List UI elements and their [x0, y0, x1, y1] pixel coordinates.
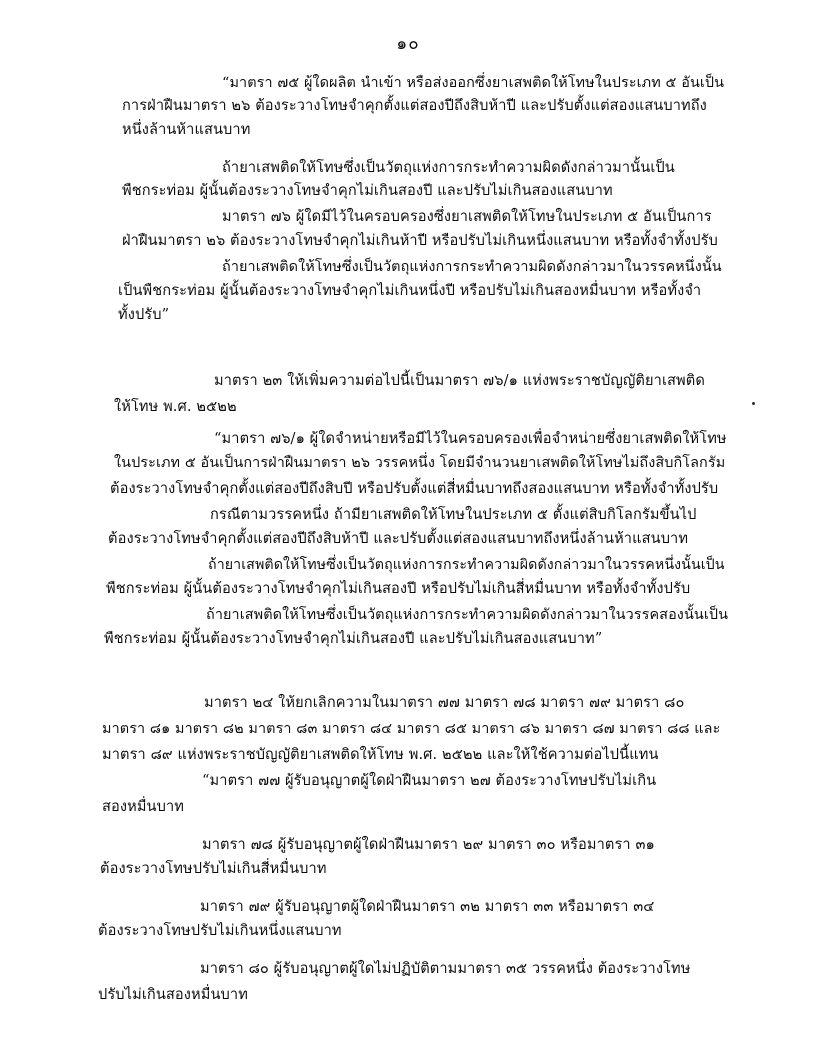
text-line: พืชกระท่อม ผู้นั้นต้องระวางโทษจำคุกไม่เกินสองปี หรือปรับไม่เกินสี่หมื่นบาท หรือทั้งจำทั้งปรับ — [106, 580, 691, 597]
text-line: ถ้ายาเสพติดให้โทษซึ่งเป็นวัตถุแห่งการกระทำความผิดดังกล่าวมาในวรรคหนึ่งนั้น — [222, 259, 722, 275]
text-line: พืชกระท่อม ผู้นั้นต้องระวางโทษจำคุกไม่เกินสองปี และปรับไม่เกินสองแสนบาท — [122, 182, 613, 199]
text-line: ปรับไม่เกินสองหมื่นบาท — [98, 986, 248, 1003]
text-line: “มาตรา ๗๕ ผู้ใดผลิต นำเข้า หรือส่งออกซึ่งยาเสพติดให้โทษในประเภท ๕ อันเป็น — [222, 75, 725, 91]
text-line: ถ้ายาเสพติดให้โทษซึ่งเป็นวัตถุแห่งการกระทำความผิดดังกล่าวมาในวรรคสองนั้นเป็น — [206, 607, 729, 623]
text-line: ทั้งปรับ” — [118, 306, 170, 323]
text-line: มาตรา ๒๔ ให้ยกเลิกความในมาตรา ๗๗ มาตรา ๗๘ มาตรา ๗๙ มาตรา ๘๐ — [204, 694, 685, 711]
text-line: มาตรา ๘๑ มาตรา ๘๒ มาตรา ๘๓ มาตรา ๘๔ มาตรา ๘๕ มาตรา ๘๖ มาตรา ๘๗ มาตรา ๘๘ และ — [102, 721, 721, 737]
text-line: มาตรา ๗๙ ผู้รับอนุญาตผู้ใดฝ่าฝืนมาตรา ๓๒ มาตรา ๓๓ หรือมาตรา ๓๔ — [200, 898, 655, 915]
text-line: มาตรา ๗๘ ผู้รับอนุญาตผู้ใดฝ่าฝืนมาตรา ๒๙ มาตรา ๓๐ หรือมาตรา ๓๑ — [202, 836, 655, 853]
text-line: ต้องระวางโทษปรับไม่เกินสี่หมื่นบาท — [100, 860, 327, 877]
text-line: หนึ่งล้านห้าแสนบาท — [122, 121, 251, 138]
text-line: กรณีตามวรรคหนึ่ง ถ้ามียาเสพติดให้โทษในประเภท ๕ ตั้งแต่สิบกิโลกรัมขึ้นไป — [210, 506, 697, 523]
scan-speck — [752, 402, 755, 405]
text-line: ต้องระวางโทษจำคุกตั้งแต่สองปีถึงสิบห้าปี และปรับตั้งแต่สองแสนบาทถึงหนึ่งล้านห้าแสนบาท — [108, 530, 689, 547]
text-line: การฝ่าฝืนมาตรา ๒๖ ต้องระวางโทษจำคุกตั้งแต่สองปีถึงสิบห้าปี และปรับตั้งแต่สองแสนบาทถึง — [122, 97, 707, 114]
text-line: ในประเภท ๕ อันเป็นการฝ่าฝืนมาตรา ๒๖ วรรคหนึ่ง โดยมีจำนวนยาเสพติดให้โทษไม่ถึงสิบกิโลกรัม — [114, 455, 726, 471]
text-line: ถ้ายาเสพติดให้โทษซึ่งเป็นวัตถุแห่งการกระทำความผิดดังกล่าวมานั้นเป็น — [222, 159, 675, 176]
text-line: ต้องระวางโทษปรับไม่เกินหนึ่งแสนบาท — [98, 922, 342, 939]
text-line: มาตรา ๒๓ ให้เพิ่มความต่อไปนี้เป็นมาตรา ๗๖/๑ แห่งพระราชบัญญัติยาเสพติด — [214, 372, 705, 389]
page-number: ๑๐ — [396, 34, 420, 54]
text-line: “มาตรา ๗๖/๑ ผู้ใดจำหน่ายหรือมีไว้ในครอบครองเพื่อจำหน่ายซึ่งยาเสพติดให้โทษ — [214, 430, 727, 447]
text-line: ให้โทษ พ.ศ. ๒๕๒๒ — [114, 398, 237, 415]
text-line: พืชกระท่อม ผู้นั้นต้องระวางโทษจำคุกไม่เกินสองปี และปรับไม่เกินสองแสนบาท” — [104, 630, 603, 647]
text-line: ต้องระวางโทษจำคุกตั้งแต่สองปีถึงสิบปี หรือปรับตั้งแต่สี่หมื่นบาทถึงสองแสนบาท หรือทั้งจำทั้งปรับ — [110, 480, 719, 497]
text-line: มาตรา ๘๐ ผู้รับอนุญาตผู้ใดไม่ปฏิบัติตามมาตรา ๓๕ วรรคหนึ่ง ต้องระวางโทษ — [200, 960, 691, 977]
text-line: เป็นพืชกระท่อม ผู้นั้นต้องระวางโทษจำคุกไม่เกินหนึ่งปี หรือปรับไม่เกินสองหมื่นบาท หรือทั้งจำ — [118, 282, 702, 299]
text-line: สองหมื่นบาท — [102, 798, 184, 815]
text-line: มาตรา ๗๖ ผู้ใดมีไว้ในครอบครองซึ่งยาเสพติดให้โทษในประเภท ๕ อันเป็นการ — [222, 208, 712, 225]
text-line: มาตรา ๘๙ แห่งพระราชบัญญัติยาเสพติดให้โทษ พ.ศ. ๒๕๒๒ และให้ใช้ความต่อไปนี้แทน — [102, 746, 659, 763]
text-line: ฝ่าฝืนมาตรา ๒๖ ต้องระวางโทษจำคุกไม่เกินห้าปี หรือปรับไม่เกินหนึ่งแสนบาท หรือทั้งจำทั้งปรับ — [122, 232, 718, 249]
text-line: ถ้ายาเสพติดให้โทษซึ่งเป็นวัตถุแห่งการกระทำความผิดดังกล่าวมาในวรรคหนึ่งนั้นเป็น — [208, 557, 725, 573]
text-line: “มาตรา ๗๗ ผู้รับอนุญาตผู้ใดฝ่าฝืนมาตรา ๒๗ ต้องระวางโทษปรับไม่เกิน — [202, 772, 657, 789]
